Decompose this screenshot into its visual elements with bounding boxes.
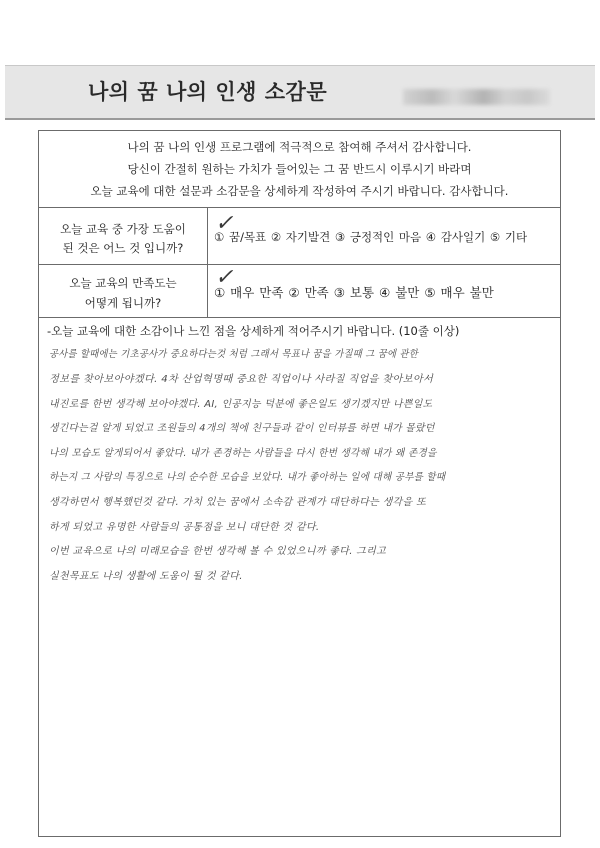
title-bar [5,65,595,120]
essay-line: 하게 되었고 유명한 사람들의 공통점을 보니 대단한 것 같다. [49,522,320,533]
intro-line: 당신이 간절히 원하는 가치가 들어있는 그 꿈 반드시 이루시기 바라며 [127,162,472,176]
question-label-line: 어떻게 됩니까? [84,296,162,310]
essay-line: 정보를 찾아보아야겠다. 4차 산업혁명때 중요한 직업이나 사라질 직업을 찾아보아서 [49,374,434,385]
essay-line: 공사를 할때에는 기초공사가 중요하다는것 처럼 그래서 목표나 꿈을 가질때 그 꿈에 관한 [49,349,419,360]
question-1-label [39,207,208,264]
essay-line: 나의 모습도 알게되어서 좋았다. 내가 존경하는 사람들을 다시 한번 생각해 내가 왜 존경을 [49,448,437,459]
essay-line: 내진로를 한번 생각해 보아야겠다. AI, 인공지능 덕분에 좋은일도 생기겠지만 나쁜일도 [49,399,433,410]
essay-line: 이번 교육으로 나의 미래모습을 한번 생각해 볼 수 있었으니까 좋다. 그리고 [49,546,387,557]
check-mark-icon: ✓ [215,265,234,290]
intro-line: 오늘 교육에 대한 설문과 소감문을 상세하게 작성하여 주시기 바랍니다. 감사합니다. [90,184,509,198]
question-2-options[interactable]: ① 매우 만족 ② 만족 ③ 보통 ④ 불만 ⑤ 매우 불만 [214,285,494,300]
essay-heading: -오늘 교육에 대한 소감이나 느낀 점을 상세하게 적어주시기 바랍니다. (10줄 이상) [47,324,460,338]
question-1-options[interactable]: ① 꿈/목표 ② 자기발견 ③ 긍정적인 마음 ④ 감사일기 ⑤ 기타 [214,230,528,244]
redacted-name [403,89,550,105]
question-2-label [39,264,208,317]
page-title: 나의 꿈 나의 인생 소감문 [88,80,328,104]
intro-box [39,131,560,208]
essay-line: 생각하면서 행복했던것 같다. 가치 있는 꿈에서 소속감 관계가 대단하다는 생각을 또 [49,497,426,508]
question-2-row [39,264,560,318]
survey-form [38,130,561,837]
intro-line: 나의 꿈 나의 인생 프로그램에 적극적으로 참여해 주셔서 감사합니다. [127,140,472,154]
question-label-line: 오늘 교육의 만족도는 [69,276,177,290]
check-mark-icon: ✓ [215,211,234,236]
essay-line: 생긴다는걸 알게 되었고 조원들의 4개의 책에 친구들과 같이 인터뷰를 하면 내가 몰랐던 [49,423,435,434]
question-label-line: 된 것은 어느 것 입니까? [62,241,184,255]
essay-line: 실천목표도 나의 생활에 도움이 될 것 같다. [49,571,243,582]
essay-line: 하는지 그 사람의 특징으로 나의 순수한 모습을 보았다. 내가 좋아하는 일에 대해 공부를 할때 [49,472,446,483]
question-label-line: 오늘 교육 중 가장 도움이 [60,222,186,236]
question-1-row [39,207,560,265]
